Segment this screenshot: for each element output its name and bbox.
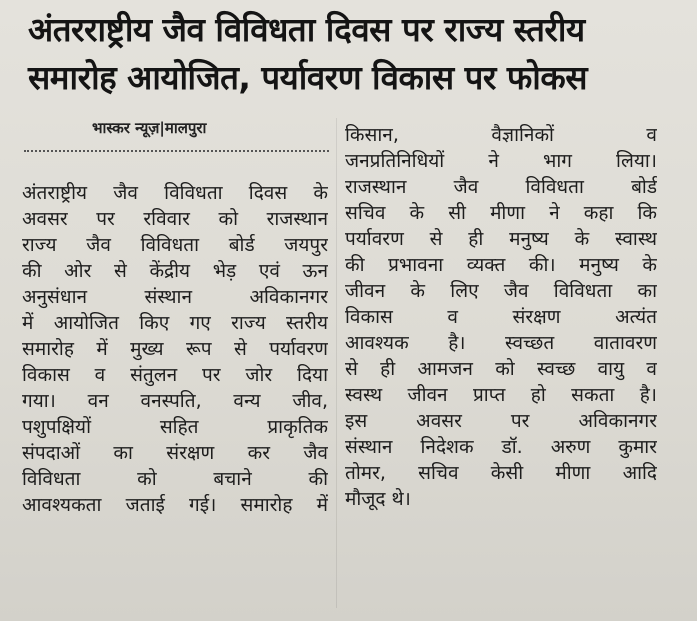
article-column-right: [345, 122, 657, 512]
article-byline: भास्कर न्यूज़|मालपुरा: [92, 119, 207, 137]
column-line: पर्यावरण से ही मनुष्य के स्वास्थ: [345, 228, 657, 250]
column-line: समारोह में मुख्य रूप से पर्यावरण: [22, 338, 328, 360]
headline-line-1: अंतरराष्ट्रीय जैव विविधता दिवस पर राज्य स्तरीय: [28, 10, 585, 49]
column-line: किसान, वैज्ञानिकों व: [345, 124, 657, 146]
column-line: संस्थान निदेशक डॉ. अरुण कुमार: [345, 436, 657, 458]
article-column-left: [22, 180, 328, 518]
column-line: अंतराष्ट्रीय जैव विविधता दिवस के: [22, 182, 328, 204]
column-line: विकास व संरक्षण अत्यंत: [345, 306, 657, 328]
column-line: विकास व संतुलन पर जोर दिया: [22, 364, 328, 386]
column-line: अवसर पर रविवार को राजस्थान: [22, 208, 328, 230]
column-line: आवश्यकता जताई गई। समारोह में: [22, 494, 328, 516]
column-line: से ही आमजन को स्वच्छ वायु व: [345, 358, 657, 380]
column-line: की प्रभावना व्यक्त की। मनुष्य के: [345, 254, 657, 276]
column-line: राजस्थान जैव विविधता बोर्ड: [345, 176, 657, 198]
column-line: जीवन के लिए जैव विविधता का: [345, 280, 657, 302]
column-line: मौजूद थे।: [345, 488, 411, 510]
headline-line-2: समारोह आयोजित, पर्यावरण विकास पर फोकस: [28, 58, 588, 97]
column-divider: [336, 118, 337, 608]
column-line: गया। वन वनस्पति, वन्य जीव,: [22, 390, 328, 412]
column-line: आवश्यक है। स्वच्छत वातावरण: [345, 332, 657, 354]
column-line: जनप्रतिनिधियों ने भाग लिया।: [345, 150, 657, 172]
column-line: अनुसंधान संस्थान अविकानगर: [22, 286, 328, 308]
column-line: संपदाओं का संरक्षण कर जैव: [22, 442, 328, 464]
column-line: पशुपक्षियों सहित प्राकृतिक: [22, 416, 328, 438]
byline-divider: [24, 150, 329, 152]
column-line: सचिव के सी मीणा ने कहा कि: [345, 202, 657, 224]
column-line: इस अवसर पर अविकानगर: [345, 410, 657, 432]
article-headline: [28, 6, 668, 102]
column-line: की ओर से केंद्रीय भेड़ एवं ऊन: [22, 260, 328, 282]
column-line: स्वस्थ जीवन प्राप्त हो सकता है।: [345, 384, 657, 406]
column-line: विविधता को बचाने की: [22, 468, 328, 490]
column-line: में आयोजित किए गए राज्य स्तरीय: [22, 312, 328, 334]
column-line: तोमर, सचिव केसी मीणा आदि: [345, 462, 657, 484]
column-line: राज्य जैव विविधता बोर्ड जयपुर: [22, 234, 328, 256]
